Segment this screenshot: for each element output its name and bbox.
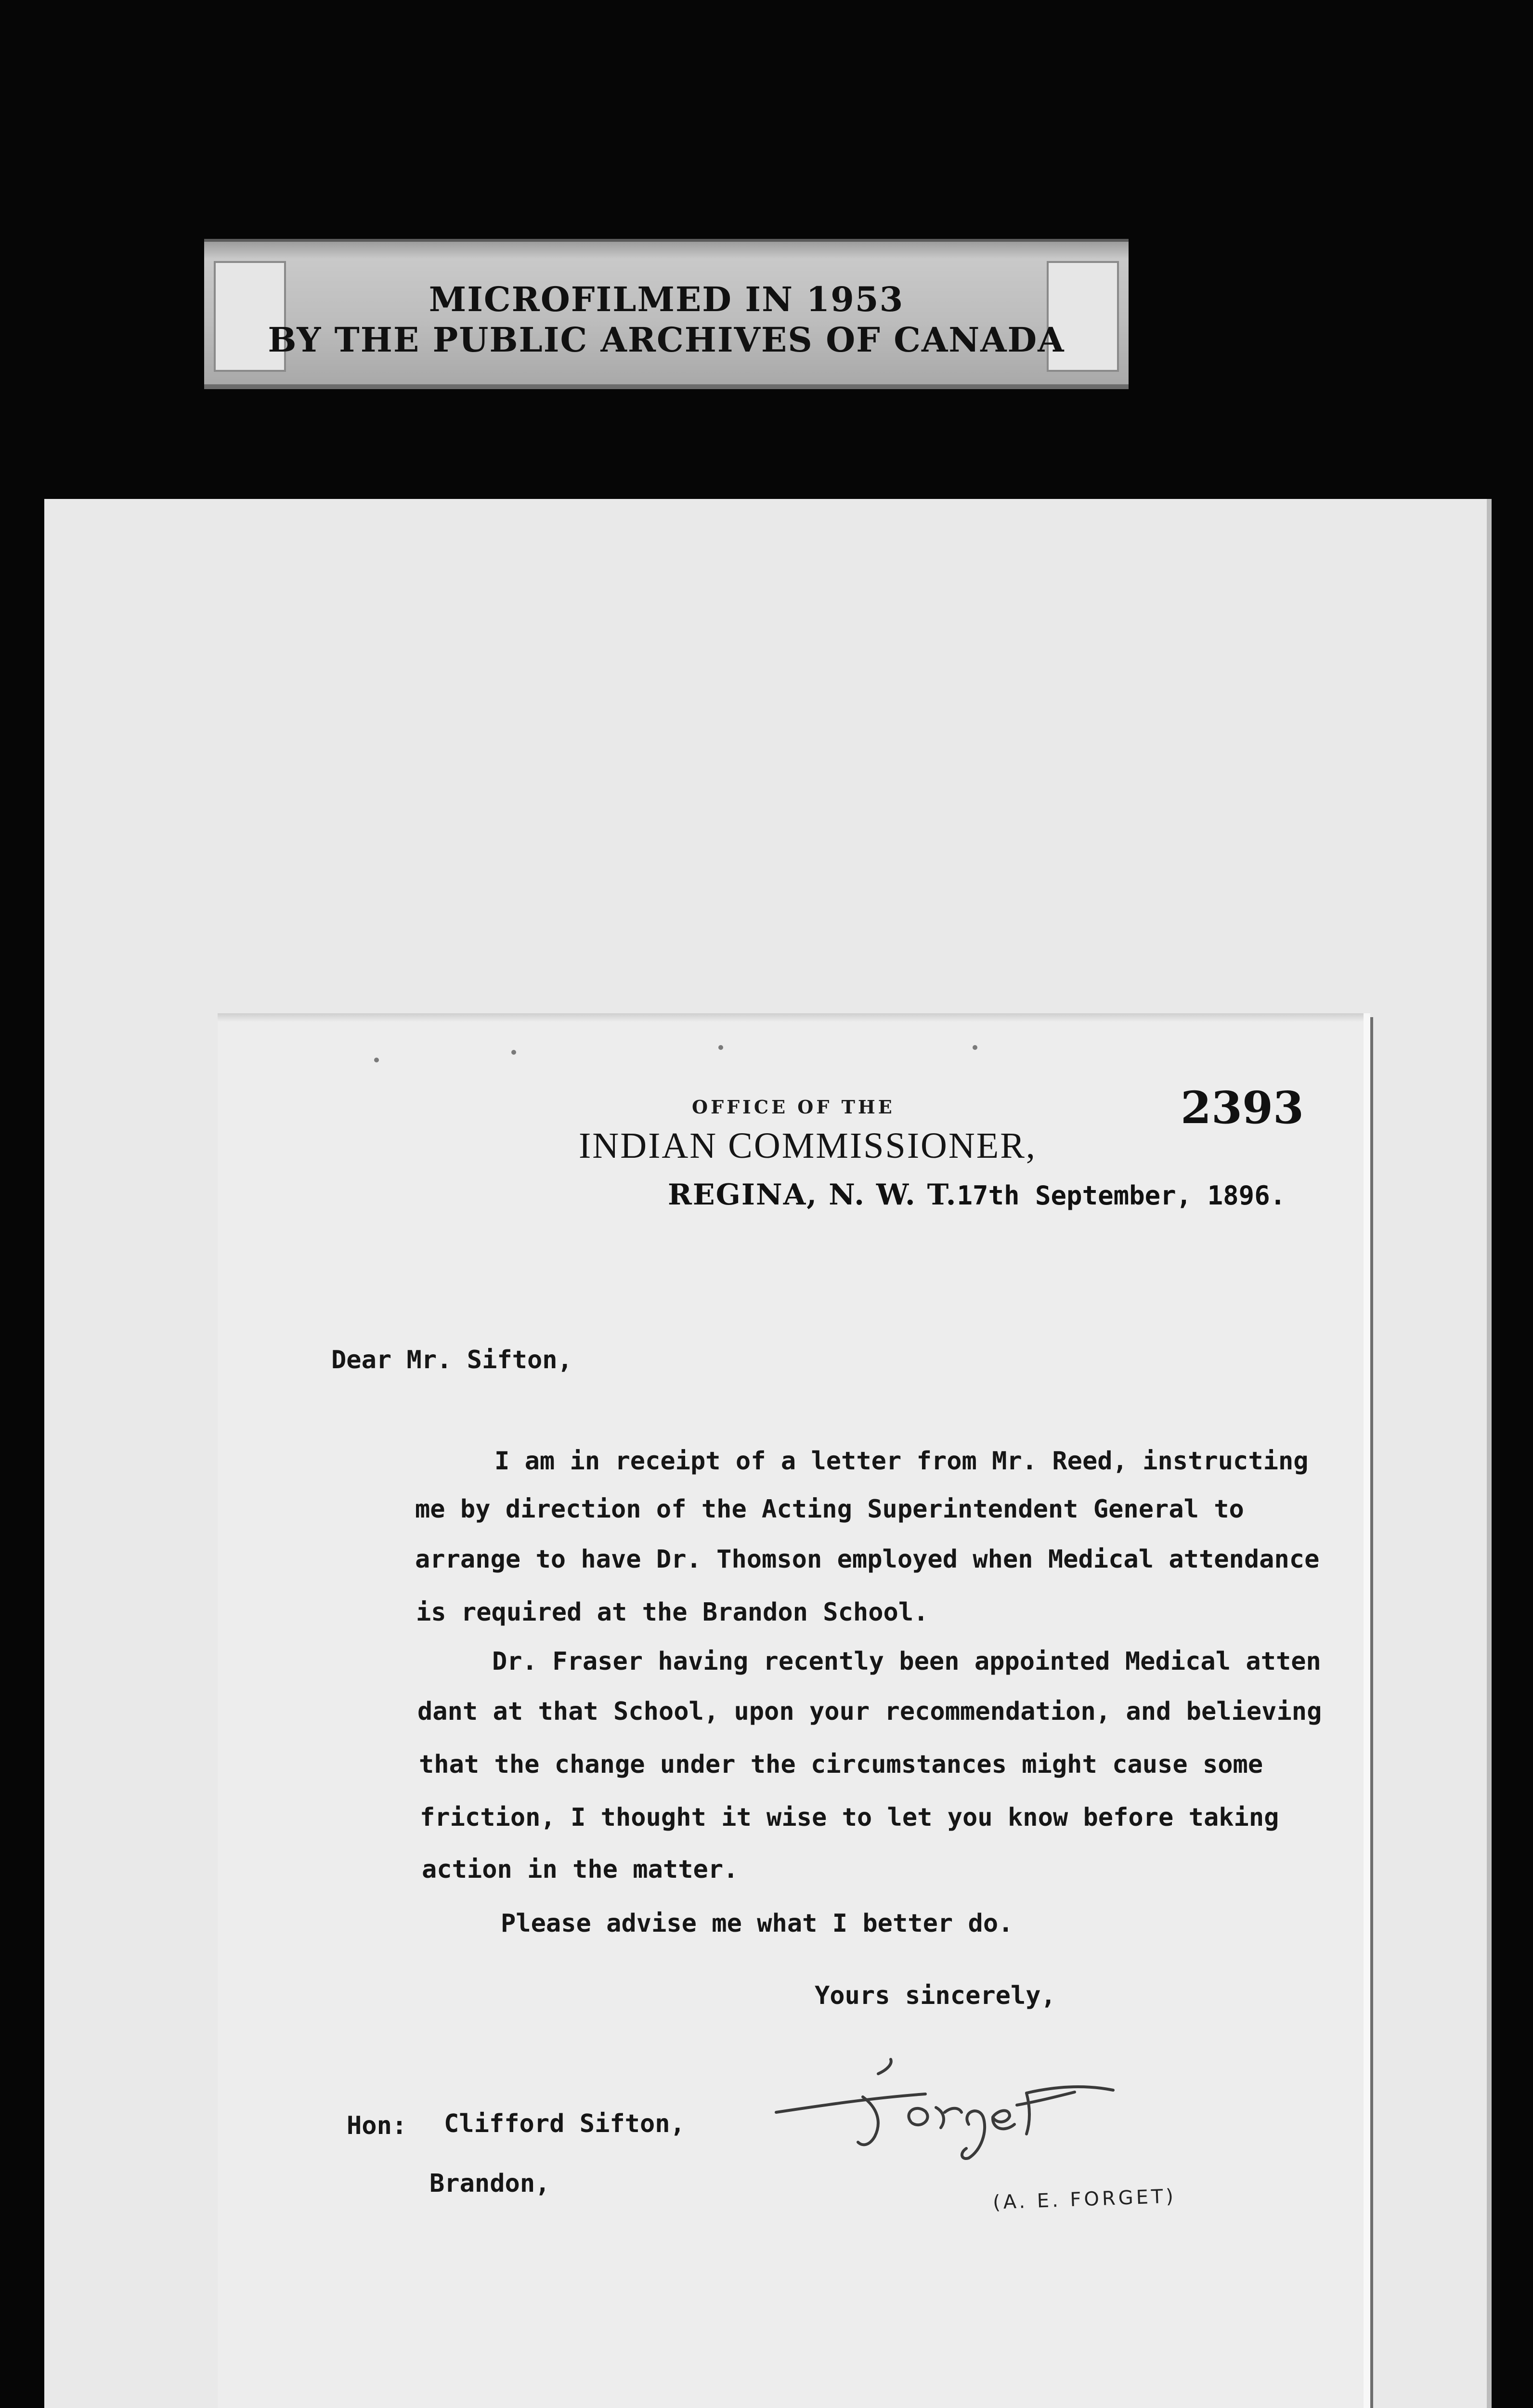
letterhead-place: REGINA, N. W. T. (668, 1178, 957, 1212)
letter-line: is required at the Brandon School. (416, 1598, 929, 1627)
letterhead-office-of: OFFICE OF THE (692, 1096, 895, 1118)
closing: Yours sincerely, (815, 1981, 1056, 2010)
microfilm-label-line-2: BY THE PUBLIC ARCHIVES OF CANADA (268, 320, 1065, 360)
letter-line: dant at that School, upon your recommendation, and believing (417, 1697, 1322, 1726)
letter-sheet (218, 1013, 1364, 2408)
letter-line: I am in receipt of a letter from Mr. Reed, instructing (494, 1447, 1309, 1476)
printed-name: (A. E. FORGET) (992, 2185, 1177, 2214)
letter-line: friction, I thought it wise to let you know before taking (420, 1803, 1279, 1832)
paper-mark (511, 1050, 516, 1055)
recipient-place: Brandon, (429, 2169, 550, 2198)
letterhead-title: INDIAN COMMISSIONER, (579, 1125, 1037, 1166)
recipient-prefix: Hon: (347, 2111, 407, 2140)
letter-line: that the change under the circumstances might cause some (419, 1750, 1263, 1779)
letterhead-place-date (668, 1178, 1286, 1212)
microfilm-label-text (204, 279, 1129, 360)
microfilm-label-line-1: MICROFILMED IN 1953 (429, 279, 904, 319)
letter-line: action in the matter. (422, 1855, 739, 1884)
document-number: 2393 (1181, 1082, 1304, 1134)
paper-mark (374, 1058, 379, 1062)
microfilm-label (204, 239, 1129, 389)
letter-date: 17th September, 1896. (957, 1180, 1286, 1211)
signature (766, 2040, 1161, 2165)
paper-mark (718, 1045, 723, 1050)
letter-line: arrange to have Dr. Thomson employed when Medical attendance (415, 1545, 1320, 1574)
letter-line: me by direction of the Acting Superintendent General to (415, 1495, 1244, 1524)
recipient-name: Clifford Sifton, (444, 2109, 685, 2138)
letter-line: Dr. Fraser having recently been appointed Medical atten (492, 1647, 1321, 1676)
sheet-top-edge (218, 1013, 1364, 1022)
salutation: Dear Mr. Sifton, (331, 1346, 572, 1374)
paper-mark (973, 1045, 977, 1050)
letter-line: Please advise me what I better do. (501, 1909, 1013, 1938)
